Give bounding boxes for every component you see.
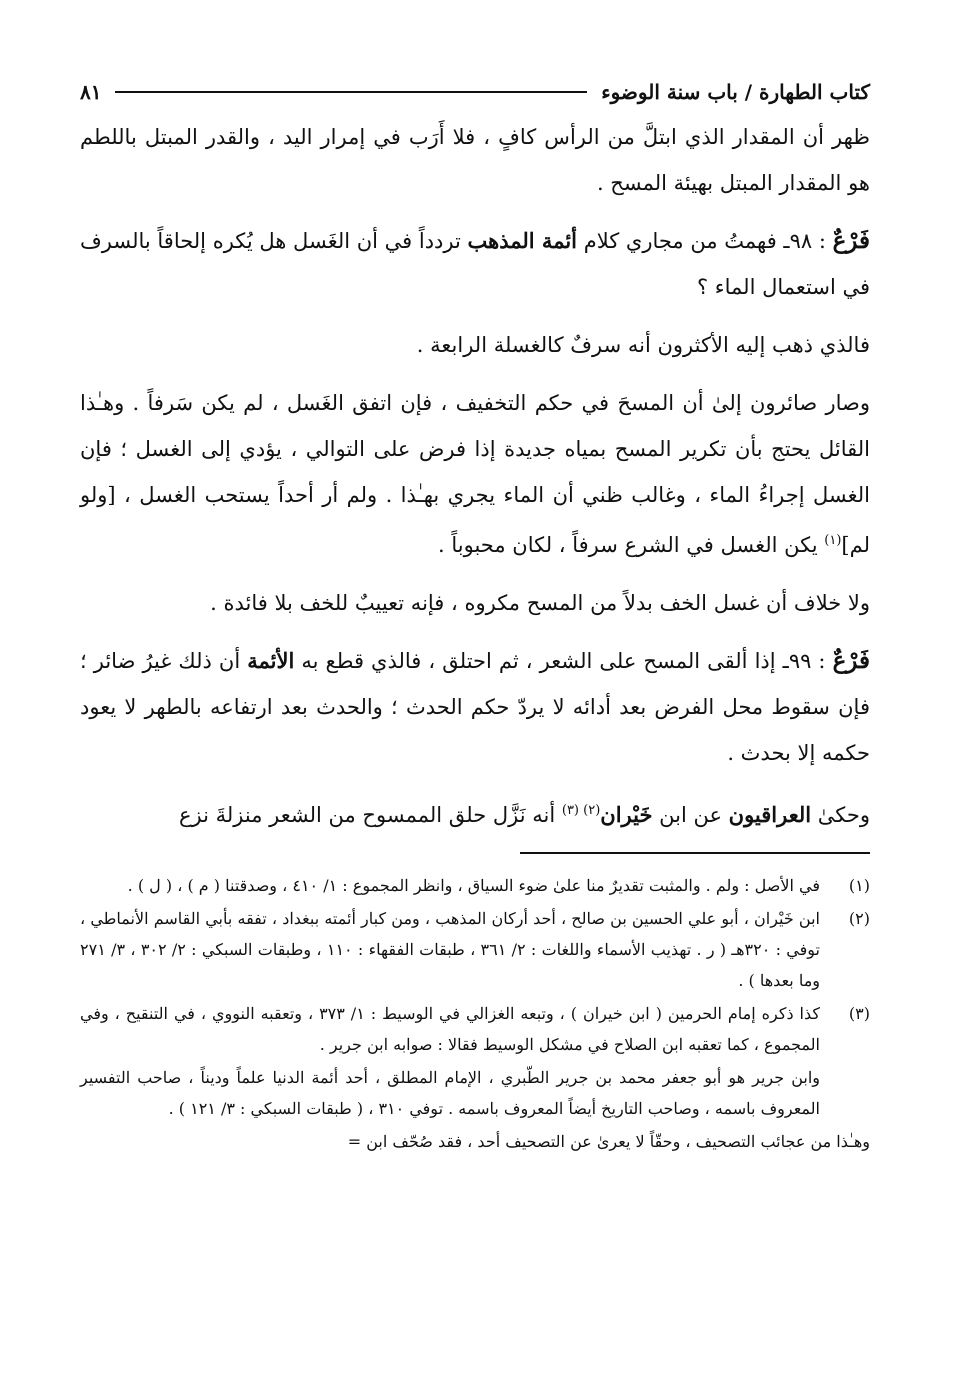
- paragraph-1: ظهر أن المقدار الذي ابتلَّ من الرأس كافٍ ، فلا أَرَب في إمرار اليد ، والقدر المبتل باللطم هو المقدار المبتل بهيئة المسح .: [80, 125, 870, 195]
- paragraph-7-bold-2: خَيْران: [600, 802, 653, 827]
- paragraph-7: [80, 788, 870, 838]
- far-marker: فَرْعٌ: [832, 647, 870, 674]
- footnote-1: [80, 870, 870, 901]
- chapter-title: كتاب الطهارة / باب سنة الوضوء: [601, 80, 870, 104]
- footnote-number: (٢): [848, 909, 870, 928]
- footnote-ref-2-3[interactable]: (٢) (٣): [561, 803, 601, 818]
- footnote-text: كذا ذكره إمام الحرمين ( ابن خيران ) ، وتبعه الغزالي في الوسيط : ١/ ٣٧٣ ، وتعقبه النووي ، في التنقيح ، وفي المجموع ، كما تعقبه ابن الصلاح في مشكل الوسيط فقالا : صوابه ابن جرير .: [80, 1004, 820, 1054]
- footnote-text: في الأصل : ولم . والمثبت تقديرٌ منا علىٰ ضوء السياق ، وانظر المجموع : ١/ ٤١٠ ، وصدقتنا ( م ) ، ( ل ) .: [127, 876, 820, 895]
- paragraph-7-bold-1: العراقيون: [728, 802, 812, 827]
- paragraph-5: ولا خلاف أن غسل الخف بدلاً من المسح مكروه ، فإنه تعييبٌ للخف بلا فائدة .: [210, 591, 870, 615]
- paragraph-98-text-b: تردداً في أن الغَسل هل يُكره إلحاقاً بالسرف في استعمال الماء ؟: [79, 229, 870, 299]
- footnote-3: [80, 998, 870, 1060]
- paragraph-99: [80, 638, 870, 776]
- paragraph-4-text-b: يكن الغسل في الشرع سرفاً ، لكان محبوباً .: [438, 533, 825, 557]
- footnote-number: (٣): [848, 1004, 870, 1023]
- paragraph-7-text-b: عن ابن: [652, 803, 729, 827]
- page-number: ٨١: [80, 80, 102, 104]
- paragraph-4-text-a: وصار صائرون إلىٰ أن المسحَ في حكم التخفيف ، فإن اتفق الغَسل ، لم يكن سَرفاً . وهـٰذا القائل يحتج بأن تكرير المسح بمياه جديدة إذا فرض على التوالي ، يؤدي إلى الغسل ؛ فإن الغسل إجراءُ الماء ، وغالب ظني أن الماء يجري بهـٰذا . ولم أر أحداً يستحب الغسل ، [ولو لم]: [80, 391, 871, 557]
- paragraph-7-text-c: أنه نَزَّل حلق الممسوح من الشعر منزلةَ نزع: [179, 803, 562, 827]
- paragraph-99-bold: الأئمة: [247, 648, 295, 673]
- paragraph-99-text-b: أن ذلك غيرُ ضائر ؛ فإن سقوط محل الفرض بعد أدائه لا يردّ حكم الحدث ؛ والحدث بعد ارتفاعه بالطهر لا يعود حكمه إلا بحدث .: [80, 649, 870, 765]
- footnote-carryover: وهـٰذا من عجائب التصحيف ، وحقّاً لا يعرىٰ عن التصحيف أحد ، فقد صُحّف ابن =: [347, 1132, 870, 1151]
- footnote-ref-1[interactable]: (١): [824, 533, 842, 548]
- paragraph-98: [80, 218, 870, 310]
- paragraph-98-bold: أئمة المذهب: [467, 228, 578, 253]
- footnote-separator: [520, 852, 870, 854]
- footnote-2: [80, 903, 870, 996]
- footnote-number: (١): [848, 876, 870, 895]
- paragraph-3: فالذي ذهب إليه الأكثرون أنه سرفٌ كالغسلة الرابعة .: [416, 333, 870, 357]
- paragraph-7-text-a: وحكىٰ: [811, 803, 870, 827]
- page: [80, 70, 870, 1157]
- far-marker: فَرْعٌ: [832, 227, 870, 254]
- paragraph-4: [80, 380, 870, 568]
- footnote-3-continuation: وابن جرير هو أبو جعفر محمد بن جرير الطّبري ، الإمام المطلق ، أحد أئمة الدنيا علماً وديناً ، صاحب التفسير المعروف باسمه ، وصاحب التاريخ أيضاً المعروف باسمه . توفي ٣١٠ ، ( طبقات السبكي : ٣/ ١٢١ ) .: [80, 1068, 820, 1118]
- header-rule: [115, 91, 587, 93]
- footnote-text: ابن خَيْران ، أبو علي الحسين بن صالح ، أحد أركان المذهب ، ومن كبار أئمته ببغداد ، تفقه بأبي القاسم الأنماطي ، توفي : ٣٢٠هـ ( ر . تهذيب الأسماء واللغات : ٢/ ٣٦١ ، طبقات الفقهاء : ١١٠ ، وطبقات السبكي : ٢/ ٣٠٢ ، ٣/ ٢٧١ وما بعدها ) .: [80, 909, 821, 990]
- paragraph-99-text-a: : ٩٩ـ إذا ألقى المسح على الشعر ، ثم احتلق ، فالذي قطع به: [294, 649, 833, 673]
- paragraph-98-text-a: : ٩٨ـ فهمتُ من مجاري كلام: [577, 229, 833, 253]
- running-header: [80, 70, 870, 114]
